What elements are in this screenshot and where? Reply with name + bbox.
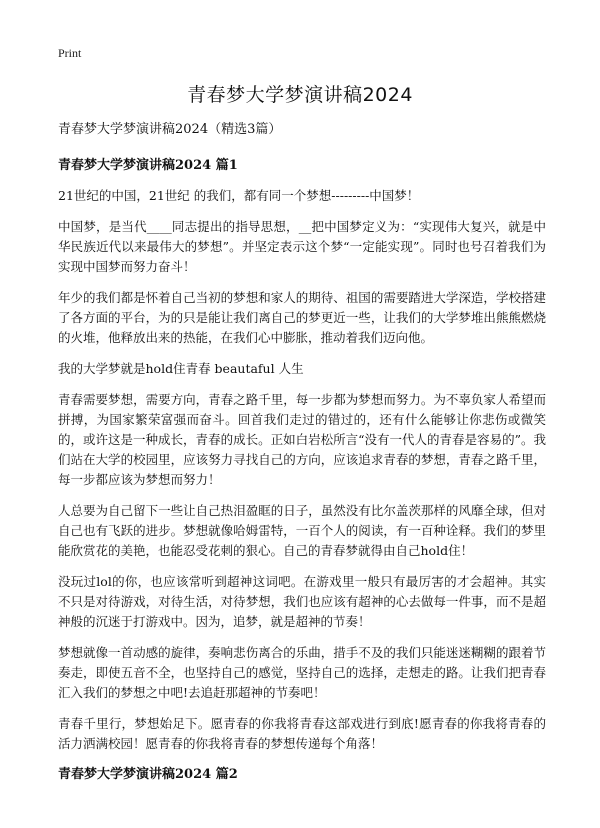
paragraph: 我的大学梦就是hold住青春 beautaful 人生 [58, 361, 304, 376]
document-subtitle: 青春梦大学梦演讲稿2024（精选3篇） [58, 122, 282, 137]
print-link[interactable]: Print [58, 46, 82, 60]
paragraph: 21世纪的中国，21世纪 的我们，都有同一个梦想---------中国梦！ [58, 188, 420, 203]
paragraph: 年少的我们都是怀着自己当初的梦想和家人的期待、祖国的需要踏进大学深造，学校搭建了各方面的平台，为的只是能让我们离自己的梦更近一些，让我们的大学梦堆出熊熊燃烧的火堆，他释放出来的热能，在我们心中膨胀，推动着我们迈向他。 [58, 290, 546, 345]
page-title: 青春梦大学梦演讲稿2024 [187, 84, 413, 106]
paragraph: 人总要为自己留下一些让自己热泪盈眶的日子，虽然没有比尔盖茨那样的风靡全球，但对自己也有飞跃的进步。梦想就像哈姆雷特，一百个人的阅读，有一百种诠释。我们的梦里能欣赏花的美艳，也能忍受花刺的狠心。自己的青春梦就得由自己hold住！ [58, 503, 546, 558]
article-body [58, 120, 546, 795]
paragraph: 没玩过lol的你，也应该常听到超神这词吧。在游戏里一般只有最厉害的才会超神。其实不只是对待游戏，对待生活，对待梦想，我们也应该有超神的心去做每一件事，而不是超神般的沉迷于打游戏中。因为，追梦，就是超神的节奏！ [58, 574, 546, 629]
paragraph: 青春需要梦想，需要方向，青春之路千里，每一步都为梦想而努力。为不辜负家人希望而拼搏，为国家繁荣富强而奋斗。回首我们走过的错过的，还有什么能够让你悲伤或微笑的，或许这是一种成长，青春的成长。正如白岩松所言“没有一代人的青春是容易的”。我们站在大学的校园里，应该努力寻找自己的方向，应该追求青春的梦想，青春之路千里，每一步都应该为梦想而努力！ [58, 392, 546, 487]
paragraph: 梦想就像一首动感的旋律，奏响悲伤离合的乐曲，措手不及的我们只能迷迷糊糊的跟着节奏走，即使五音不全，也坚持自己的感觉，坚持自己的选择，走想走的路。让我们把青春汇入我们的梦想之中吧!去追赶那超神的节奏吧！ [58, 645, 546, 700]
paragraph: 中国梦，是当代____同志提出的指导思想，__把中国梦定义为：“实现伟大复兴，就是中华民族近代以来最伟大的梦想”。并坚定表示这个梦“一定能实现”。同时也号召着我们为实现中国梦而努力奋斗！ [58, 219, 546, 274]
section-heading-1: 青春梦大学梦演讲稿2024 篇1 [58, 158, 238, 173]
paragraph: 青春千里行，梦想始足下。愿青春的你我将青春这部戏进行到底!愿青春的你我将青春的活力洒满校园！愿青春的你我将青春的梦想传递每个角落！ [58, 716, 546, 751]
section-heading-2: 青春梦大学梦演讲稿2024 篇2 [58, 767, 238, 782]
